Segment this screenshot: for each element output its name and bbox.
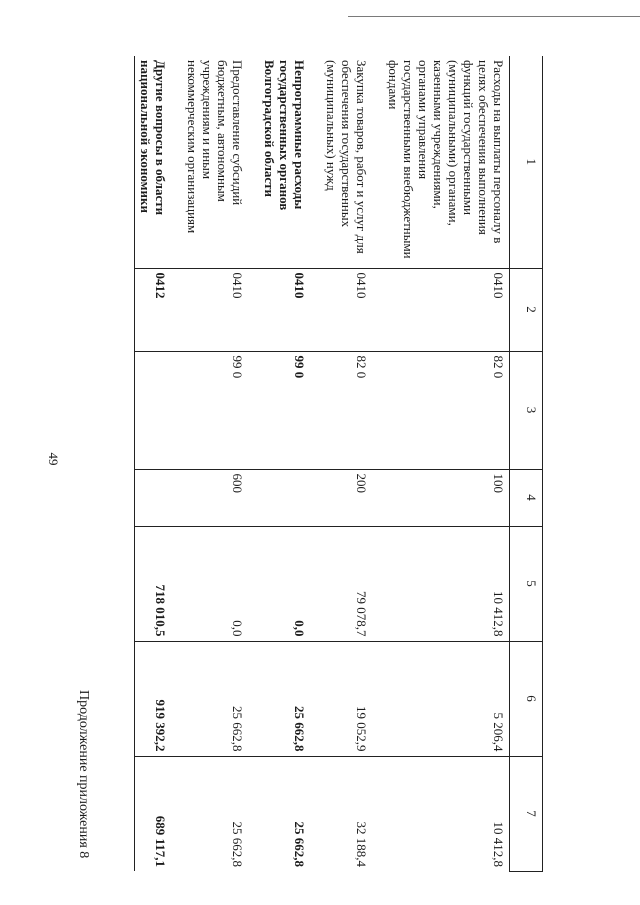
target-article-cell: 82 0 xyxy=(372,351,510,469)
expense-name-cell: Другие вопросы в области национальной экономики xyxy=(135,56,172,268)
amount-cell-5: 10 412,8 xyxy=(372,526,510,641)
column-header: 1 xyxy=(510,56,543,268)
section-code-cell: 0410 xyxy=(171,268,248,351)
amount-cell-5: 718 010,5 xyxy=(135,526,172,641)
expense-type-cell xyxy=(248,469,310,526)
column-header: 4 xyxy=(510,469,543,526)
amount-cell-7: 32 188,4 xyxy=(310,756,372,871)
section-code-cell: 0410 xyxy=(310,268,372,351)
budget-table xyxy=(134,56,543,872)
amount-cell-6: 25 662,8 xyxy=(171,641,248,756)
column-header: 5 xyxy=(510,526,543,641)
section-code-cell: 0412 xyxy=(135,268,172,351)
expense-type-cell xyxy=(135,469,172,526)
amount-cell-6: 5 206,4 xyxy=(372,641,510,756)
column-header: 6 xyxy=(510,641,543,756)
amount-cell-6: 919 392,2 xyxy=(135,641,172,756)
table-row xyxy=(310,56,372,871)
amount-cell-5: 0,0 xyxy=(248,526,310,641)
expense-name-cell: Предоставление субсидий бюджетным, автономным учреждениям и иным некоммерческим организациям xyxy=(185,60,245,234)
expense-type-cell: 600 xyxy=(171,469,248,526)
expense-name-cell: Расходы на выплаты персоналу в целях обеспечения выполнения функций государственными (муниципальными) органами, казенными учреждениями, органами управления государственными внебюджетными фондами xyxy=(386,60,506,259)
table-row xyxy=(171,56,248,871)
expense-name-cell: Закупка товаров, работ и услуг для обеспечения государственных (муниципальных) нужд xyxy=(324,60,369,254)
table-row xyxy=(135,56,172,871)
table-row xyxy=(248,56,310,871)
appendix-continuation-label: Продолжение приложения 8 xyxy=(76,690,91,859)
column-header: 7 xyxy=(510,756,543,871)
amount-cell-6: 19 052,9 xyxy=(310,641,372,756)
table-row xyxy=(372,56,510,871)
expense-type-cell: 200 xyxy=(310,469,372,526)
target-article-cell xyxy=(135,351,172,469)
column-header: 3 xyxy=(510,351,543,469)
amount-cell-7: 25 662,8 xyxy=(248,756,310,871)
amount-cell-5: 0,0 xyxy=(171,526,248,641)
amount-cell-7: 25 662,8 xyxy=(171,756,248,871)
expense-name-cell: Непрограммные расходы государственных органов Волгоградской области xyxy=(262,60,307,211)
target-article-cell: 99 0 xyxy=(248,351,310,469)
amount-cell-6: 25 662,8 xyxy=(248,641,310,756)
column-number-header xyxy=(510,56,543,871)
expense-type-cell: 100 xyxy=(372,469,510,526)
amount-cell-5: 79 078,7 xyxy=(310,526,372,641)
amount-cell-7: 10 412,8 xyxy=(372,756,510,871)
page-number: 49 xyxy=(46,452,61,466)
section-code-cell: 0410 xyxy=(372,268,510,351)
amount-cell-7: 689 117,1 xyxy=(135,756,172,871)
section-code-cell: 0410 xyxy=(248,268,310,351)
target-article-cell: 82 0 xyxy=(310,351,372,469)
target-article-cell: 99 0 xyxy=(171,351,248,469)
column-header: 2 xyxy=(510,268,543,351)
